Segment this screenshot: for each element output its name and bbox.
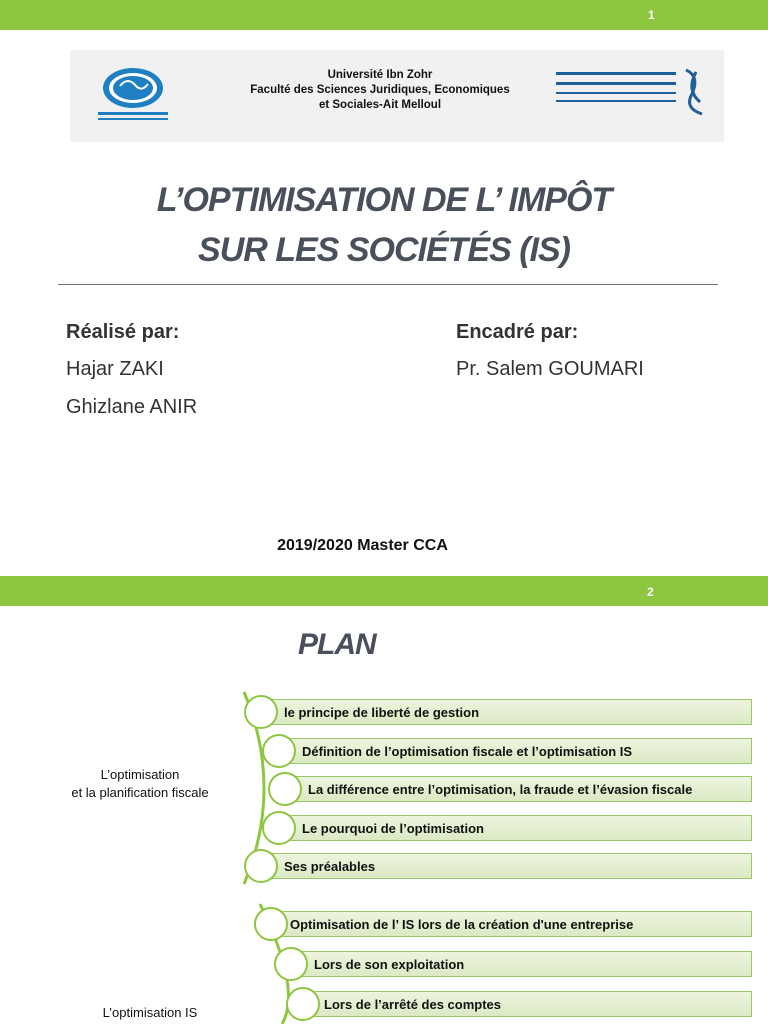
academic-year: 2019/2020 Master CCA [277,537,448,554]
page-number: 2 [647,585,654,599]
page-number: 1 [648,8,655,22]
author-name: Hajar ZAKI [66,358,164,380]
section-label: L’optimisation IS [102,1005,198,1020]
realise-label: Réalisé par: [66,321,180,343]
section-label: L’optimisation et la planification fiscale [71,767,209,800]
presentation-title: L’OPTIMISATION DE L’ IMPÔT SUR LES SOCIÉTÉS (IS) [156,181,612,269]
faculty-logo-right [556,62,716,122]
university-banner [70,50,724,142]
title-divider [58,284,718,285]
author-name: Ghizlane ANIR [66,396,198,418]
supervisor-name: Pr. Salem GOUMARI [456,358,644,380]
university-logo-left [84,62,182,126]
slide-2: 2 PLAN L’optimisation et la planification fiscale le principe de liberté de gestion Définition de l’optimisation fiscale et l’optimisation IS La différence entre l’optimisation, la fraude et l’évasion fiscale Le pourquoi de l’optimisation Ses préalables L’optimisation IS Optimisation de l’ IS lors de la création d'une entreprise Lors de son exploitation Lors de l’arrêté des comptes [0,576,768,1024]
university-name: Université Ibn Zohr Faculté des Sciences Juridiques, Economiques et Sociales-Ait Melloul [250,69,510,111]
encadre-label: Encadré par: [456,321,579,343]
plan-title: PLAN [298,628,376,661]
